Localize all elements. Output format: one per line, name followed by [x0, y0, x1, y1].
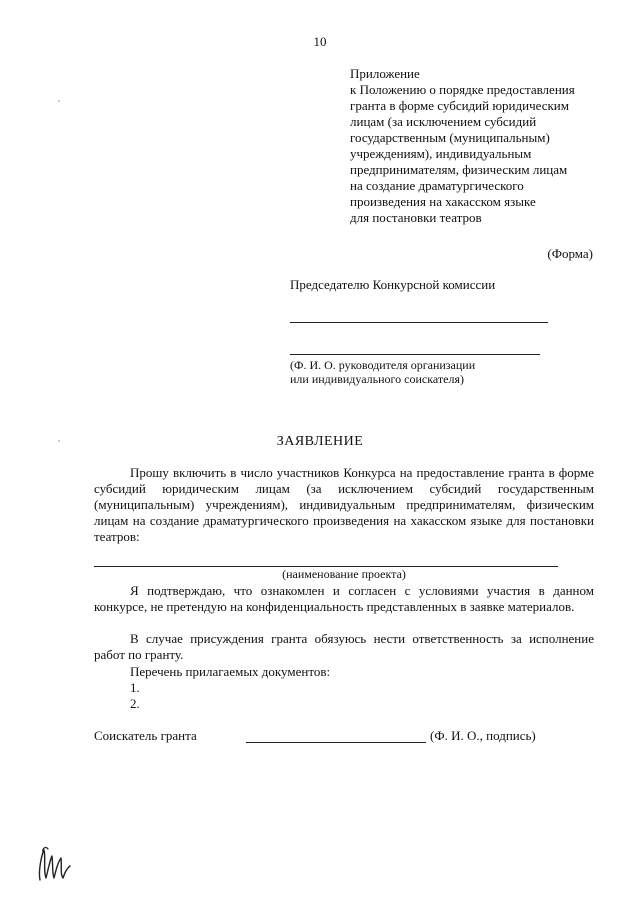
appendix-line: государственным (муниципальным) [350, 130, 550, 145]
paragraph-responsibility: В случае присуждения гранта обязуюсь нести ответственность за исполнение работ по гранту. [94, 631, 594, 662]
handwritten-initials-mark [34, 840, 78, 884]
appendix-line: для постановки театров [350, 210, 482, 225]
document-item: 2. [130, 696, 140, 711]
applicant-signature-line [246, 742, 426, 743]
applicant-signature-note: (Ф. И. О., подпись) [430, 728, 536, 743]
appendix-line: произведения на хакасском языке [350, 194, 536, 209]
appendix-line: Приложение [350, 66, 420, 81]
paragraph-request: Прошу включить в число участников Конкурса на предоставление гранта в форме субсидий юридическим лицам (за исключением субсидий государственным (муниципальным) учреждениям), индивидуальным предпринимателям, физическим лицам на создание драматургического произведения на хакасском языке для постановки театров: [94, 465, 594, 544]
fio-note [290, 358, 550, 386]
scan-mark [58, 100, 60, 102]
addressee-name-line [290, 322, 548, 323]
scan-mark [58, 440, 60, 442]
appendix-line: учреждениям), индивидуальным [350, 146, 532, 161]
addressee: Председателю Конкурсной комиссии [290, 277, 496, 292]
page-number: 10 [313, 34, 327, 49]
appendix-line: гранта в форме субсидий юридическим [350, 98, 569, 113]
applicant-label: Соискатель гранта [94, 728, 197, 743]
fio-note-line: (Ф. И. О. руководителя организации [290, 358, 476, 372]
fio-note-line: или индивидуального соискателя) [290, 372, 464, 386]
document-item: 1. [130, 680, 140, 695]
form-label: (Форма) [547, 246, 593, 261]
appendix-line: к Положению о порядке предоставления [350, 82, 575, 97]
project-name-note: (наименование проекта) [282, 567, 406, 581]
appendix-line: на создание драматургического [350, 178, 524, 193]
appendix-line: предпринимателям, физическим лицам [350, 162, 568, 177]
paragraph-confirmation: Я подтверждаю, что ознакомлен и согласен с условиями участия в данном конкурсе, не претендую на конфиденциальность представленных в заявке материалов. [94, 583, 594, 614]
appendix-line: лицам (за исключением субсидий [350, 114, 537, 129]
addressee-fio-line [290, 354, 540, 355]
documents-header: Перечень прилагаемых документов: [130, 664, 331, 679]
appendix-header [350, 66, 610, 226]
document-title: ЗАЯВЛЕНИЕ [276, 434, 364, 449]
